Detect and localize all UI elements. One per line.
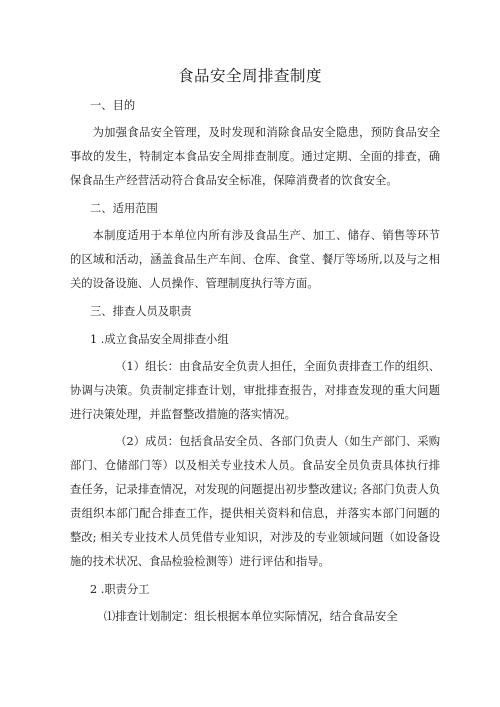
section-body-scope: 本制度适用于本单位内所有涉及食品生产、加工、储存、销售等环节的区域和活动，涵盖食品生产车间、仓库、食堂、餐厅等场所,以及与之相关的设备设施、人员操作、管理制度执行等方面。: [70, 229, 440, 290]
document-body: [70, 90, 440, 629]
paragraph-team-members: （2）成员：包括食品安全员、各部门负责人（如生产部门、采购部门、仓储部门等）以及相关专业技术人员。食品安全员负责具体执行排查任务，记录排查情况，对发现的问题提出初步整改建议; 各部门负责人负责组织本部门配合排查工作，提供相关资料和信息，并落实本部门问题的整改; 相关专业技术人员凭借专业知识，对涉及的专业领域问题（如设备设施的技术状况、食品检验检测等）进行评估和指导。: [70, 435, 440, 568]
section-body-purpose: 为加强食品安全管理，及时发现和消除食品安全隐患，预防食品安全事故的发生，特制定本食品安全周排查制度。通过定期、全面的排查，确保食品生产经营活动符合食品安全标准，保障消费者的饮食安全。: [70, 126, 440, 187]
paragraph-plan-formulation: ⑴排查计划制定：组长根据本单位实际情况，结合食品安全: [103, 610, 398, 623]
document-title: 食品安全周排查制度: [177, 67, 322, 85]
section-heading-scope: 二、适用范围: [90, 202, 158, 215]
subsection-heading-team: 1 .成立食品安全周排查小组: [90, 333, 229, 346]
subsection-heading-duties: 2 .职责分工: [90, 583, 150, 596]
section-heading-personnel: 三、排查人员及职责: [90, 305, 192, 318]
paragraph-team-leader: （1）组长：由食品安全负责人担任，全面负责排查工作的组织、协调与决策。负责制定排查计划，审批排查报告，对排查发现的重大问题进行决策处理，并监督整改措施的落实情况。: [70, 360, 440, 421]
section-heading-purpose: 一、目的: [90, 99, 136, 112]
